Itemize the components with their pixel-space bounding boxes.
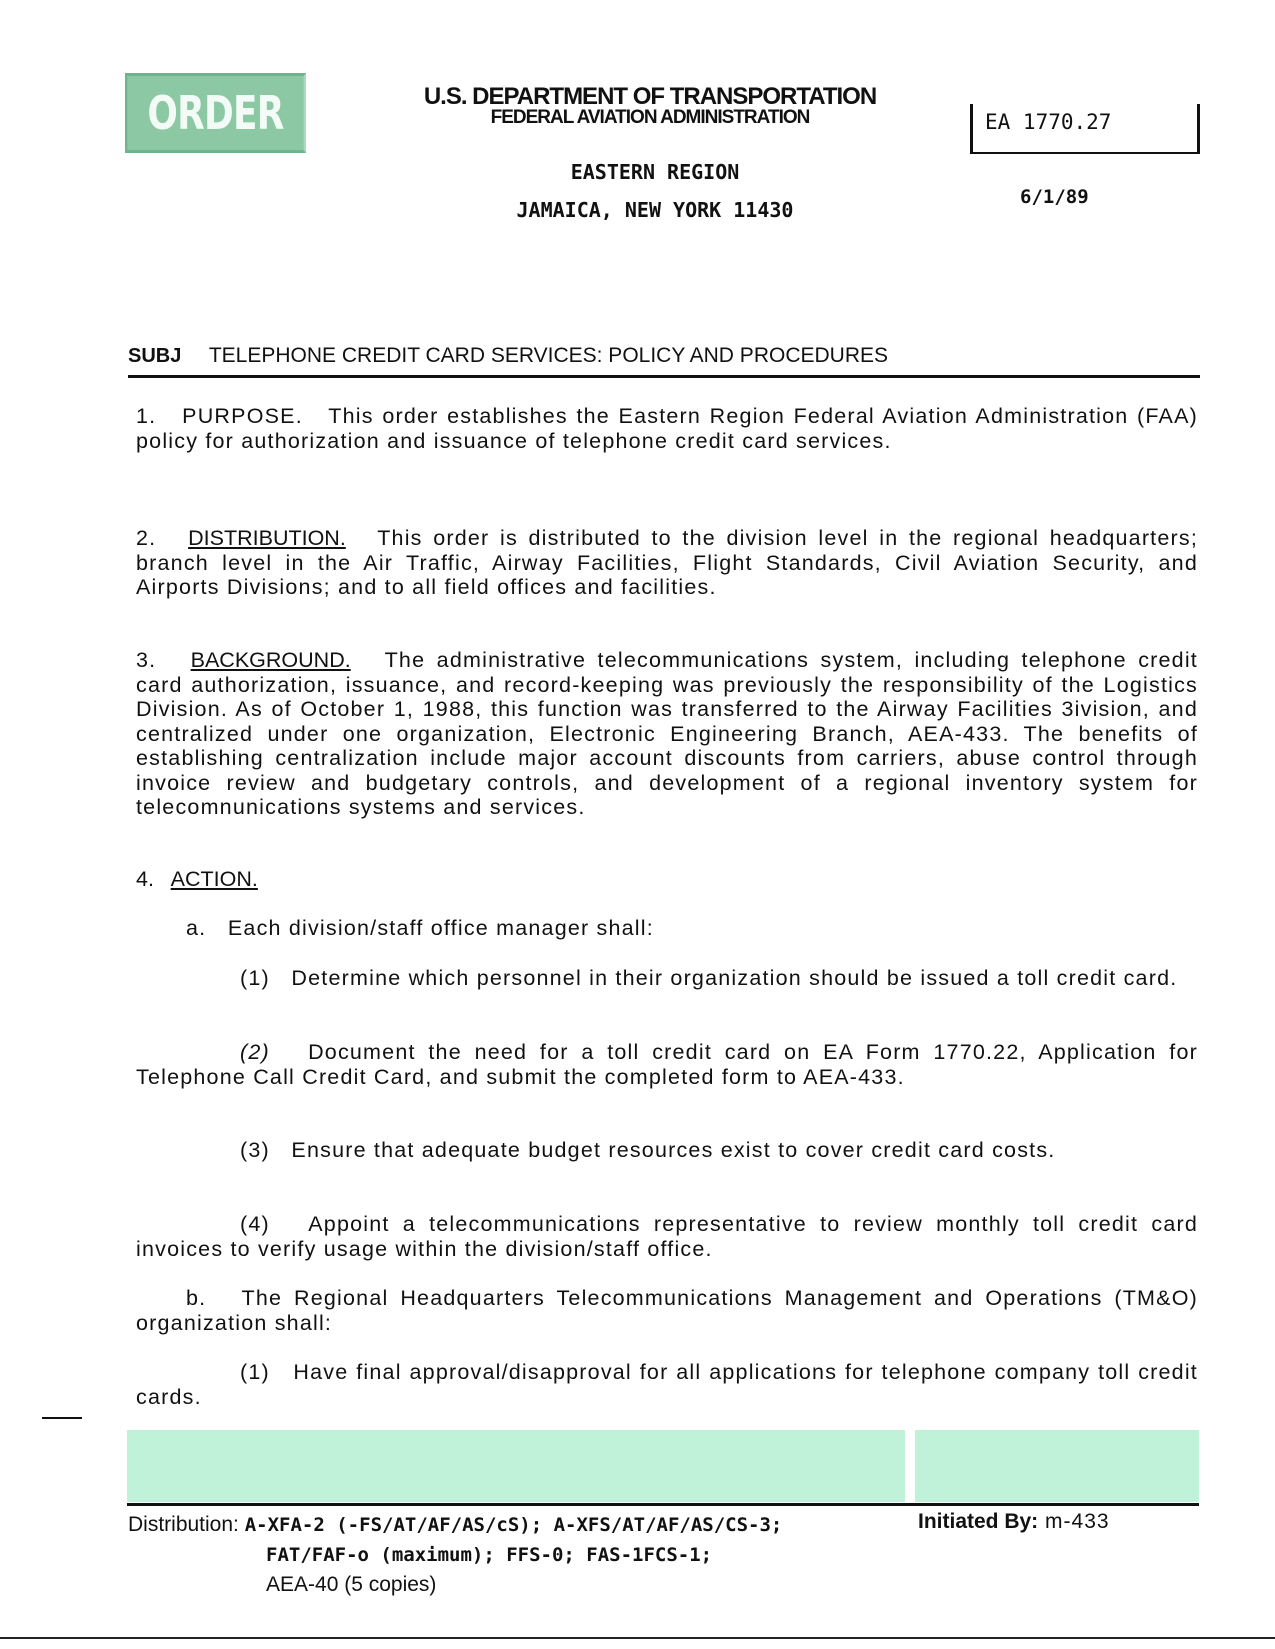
list-item <box>136 1040 1198 1089</box>
initiated-label: Initiated By: <box>918 1510 1039 1533</box>
item-text: Have final approval/disapproval for all applications for telephone company toll credit cards. <box>136 1360 1198 1409</box>
section-distribution <box>136 526 1198 600</box>
subsection-label: a. <box>186 916 207 940</box>
list-item <box>136 966 1198 991</box>
item-number: (1) <box>240 1360 270 1384</box>
section-number: 1. <box>136 404 157 428</box>
subsection-b <box>136 1286 1198 1335</box>
initiated-value: m-433 <box>1045 1510 1110 1533</box>
subsection-label: b. <box>186 1286 207 1310</box>
order-date: 6/1/89 <box>1020 186 1089 208</box>
item-number: (3) <box>240 1138 270 1162</box>
footer-divider <box>127 1503 1199 1506</box>
list-item <box>136 1138 1198 1163</box>
subsection-a <box>136 916 1198 941</box>
section-number: 3. <box>136 648 157 672</box>
list-item <box>136 1360 1198 1409</box>
item-text: Determine which personnel in their organization should be issued a toll credit card. <box>291 966 1178 990</box>
subject-divider <box>128 375 1200 378</box>
distribution-codes: AEA-40 (5 copies) <box>266 1573 437 1596</box>
distribution-codes: FAT/FAF-o (maximum); FFS-0; FAS-1FCS-1; <box>266 1544 713 1566</box>
item-number: (1) <box>240 966 270 990</box>
subsection-text: The Regional Headquarters Telecommunications Management and Operations (TM&O) organization shall: <box>136 1286 1198 1335</box>
item-text: Appoint a telecommunications representative to review monthly toll credit card invoices to verify usage within the division/staff office. <box>136 1212 1198 1261</box>
section-heading: DISTRIBUTION. <box>188 526 346 550</box>
section-text: The administrative telecommunications system, including telephone credit card authorization, issuance, and record-keeping was previously the responsibility of the Logistics Division. As of October 1, 1988, this function was transferred to the Airway Facilities 3ivision, and centralized under one organization, Electronic Engineering Branch, AEA-433. The benefits of establishing centralization include major account discounts from carriers, abuse control through invoice review and budgetary controls, and development of a regional inventory system for telecomnunications systems and services. <box>136 648 1198 819</box>
distribution-codes: A-XFA-2 (-FS/AT/AF/AS/cS); A-XFS/AT/AF/AS/CS-3; <box>244 1514 783 1536</box>
list-item <box>136 1212 1198 1261</box>
agency-name: FEDERAL AVIATION ADMINISTRATION <box>490 107 810 128</box>
section-heading: BACKGROUND. <box>190 648 351 672</box>
subject-text: TELEPHONE CREDIT CARD SERVICES: POLICY AND PROCEDURES <box>208 344 888 367</box>
subject-label: SUBJ <box>128 345 182 367</box>
region-address: JAMAICA, NEW YORK 11430 <box>516 198 794 222</box>
region-name: EASTERN REGION <box>570 160 740 184</box>
distribution-label: Distribution: <box>128 1513 239 1536</box>
section-number: 4. <box>136 867 154 891</box>
item-number: (2) <box>240 1040 270 1064</box>
footer-band-right <box>915 1430 1199 1502</box>
item-number: (4) <box>240 1212 270 1236</box>
section-number: 2. <box>136 526 157 550</box>
page-bottom-rule <box>0 1637 1275 1639</box>
order-stamp: ORDER <box>125 73 306 153</box>
section-background <box>136 648 1198 820</box>
department-name: U.S. DEPARTMENT OF TRANSPORTATION <box>423 83 877 110</box>
initiated-by <box>918 1510 1110 1534</box>
subsection-text: Each division/staff office manager shall: <box>227 916 654 940</box>
item-text: Ensure that adequate budget resources exist to cover credit card costs. <box>291 1138 1056 1162</box>
margin-mark <box>42 1417 82 1419</box>
section-heading: PURPOSE. <box>182 404 303 428</box>
section-purpose <box>136 404 1198 453</box>
section-action <box>136 867 258 892</box>
order-number: EA 1770.27 <box>985 110 1112 134</box>
item-text: Document the need for a toll credit card on EA Form 1770.22, Application for Telephone Call Credit Card, and submit the completed form to AEA-433. <box>136 1040 1198 1089</box>
subject-line <box>128 344 888 368</box>
distribution-block <box>128 1510 782 1600</box>
order-number-box <box>970 104 1200 154</box>
footer-band-left <box>127 1430 905 1502</box>
section-text: This order is distributed to the division level in the regional headquarters; branch level in the Air Traffic, Airway Facilities, Flight Standards, Civil Aviation Security, and Airports Divisions; and to all field offices and facilities. <box>136 526 1198 599</box>
section-heading: ACTION. <box>170 867 258 891</box>
section-text: This order establishes the Eastern Region Federal Aviation Administration (FAA) policy for authorization and issuance of telephone credit card services. <box>136 404 1198 453</box>
